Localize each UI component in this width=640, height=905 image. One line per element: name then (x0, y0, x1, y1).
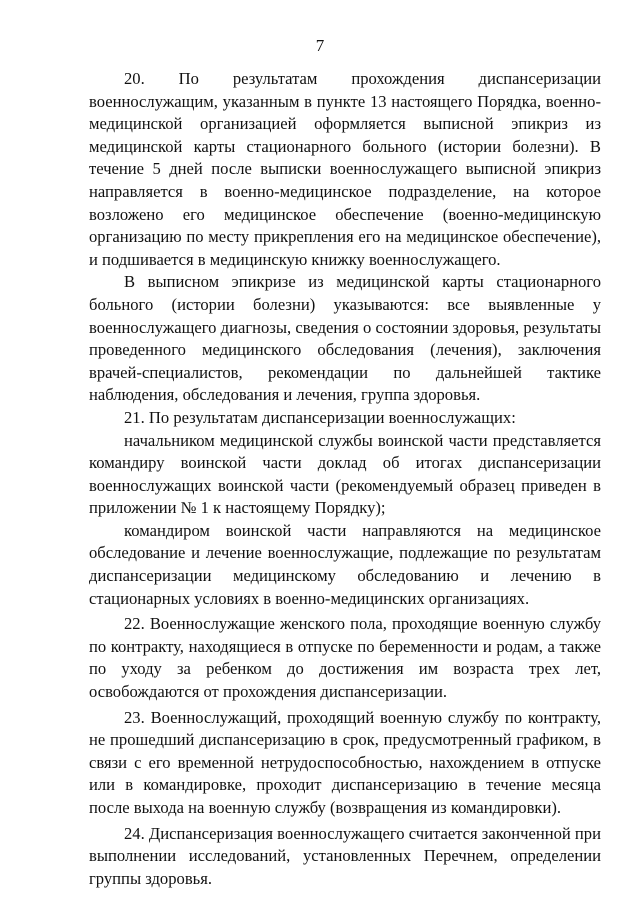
paragraph-24: 24. Диспансеризация военнослужащего считается законченной при выполнении исследований, установленных Перечнем, определении группы здоровья. (89, 823, 601, 888)
paragraph-21-medical-service: начальником медицинской службы воинской части представляется командиру воинской части доклад об итогах диспансеризации военнослужащих воинской части (рекомендуемый образец приведен в приложении № 1 к настоящему Порядку); (89, 430, 601, 518)
paragraph-21-commander: командиром воинской части направляются на медицинское обследование и лечение военнослужащие, подлежащие по результатам диспансеризации медицинскому обследованию и лечению в стационарных условиях в военно-медицинских организациях. (89, 520, 601, 608)
document-body (89, 68, 601, 890)
paragraph-23: 23. Военнослужащий, проходящий военную службу по контракту, не прошедший диспансеризацию в срок, предусмотренный графиком, в связи с его временной нетрудоспособностью, нахождением в отпуске или в командировке, проходит диспансеризацию в течение месяца после выхода на военную службу (возвращения из командировки). (89, 707, 601, 817)
paragraph-21: 21. По результатам диспансеризации военнослужащих: (124, 407, 516, 427)
page-number: 7 (315, 36, 325, 55)
paragraph-22: 22. Военнослужащие женского пола, проходящие военную службу по контракту, находящиеся в отпуске по беременности и родам, а также по уходу за ребенком до достижения им возраста трех лет, освобождаются от прохождения диспансеризации. (89, 614, 601, 702)
paragraph-20-epicrisis: В выписном эпикризе из медицинской карты стационарного больного (истории болезни) указываются: все выявленные у военнослужащего диагнозы, сведения о состоянии здоровья, результаты проведенного медицинского обследования (лечения), заключения врачей-специалистов, рекомендации по дальнейшей тактике наблюдения, обследования и лечения, группа здоровья. (89, 272, 601, 405)
paragraph-20: 20. По результатам прохождения диспансеризации военнослужащим, указанным в пункте 13 настоящего Порядка, военно-медицинской организацией оформляется выписной эпикриз из медицинской карты стационарного больного (истории болезни). В течение 5 дней после выписки военнослужащего выписной эпикриз направляется в военно-медицинское подразделение, на которое возложено его медицинское обеспечение (военно-медицинскую организацию по месту прикрепления его на медицинское обеспечение), и подшивается в медицинскую книжку военнослужащего. (89, 69, 601, 269)
